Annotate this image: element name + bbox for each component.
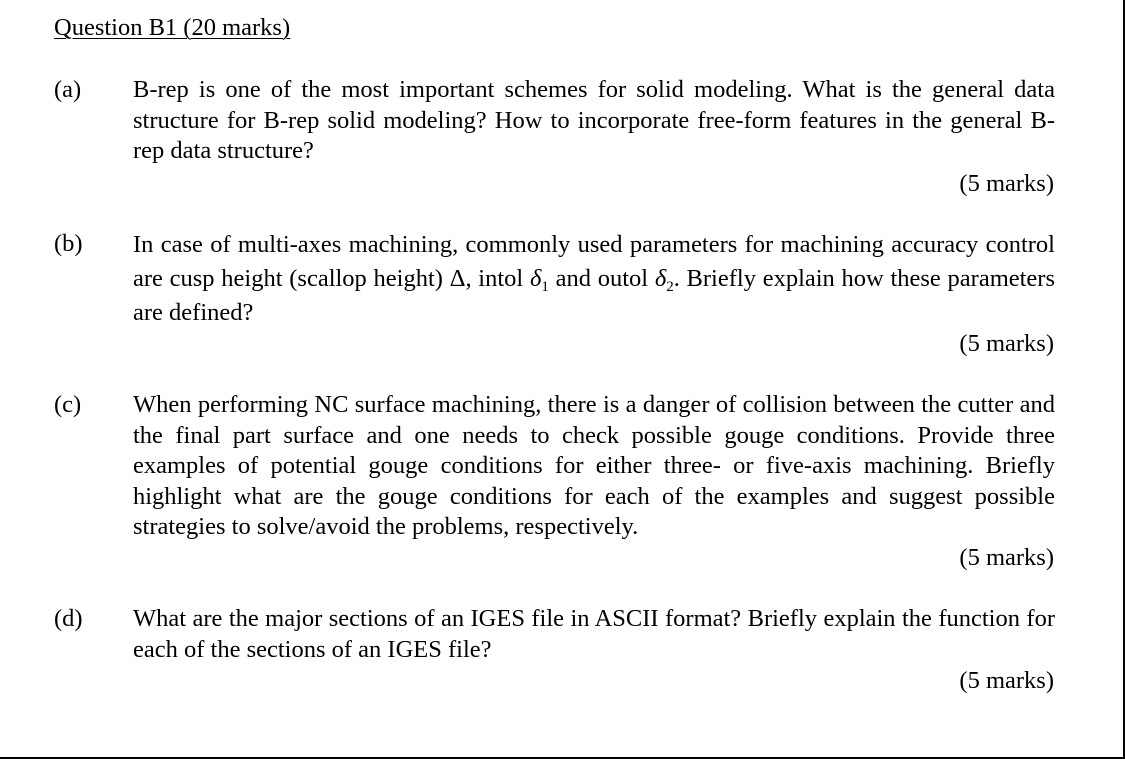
question-b-marks: (5 marks) xyxy=(959,330,1054,357)
question-d-text: What are the major sections of an IGES file in ASCII format? Briefly explain the function for each of the sections of an IGES file? xyxy=(133,605,1055,663)
question-c-text: When performing NC surface machining, there is a danger of collision between the cutter and the final part surface and one needs to check possible gouge conditions. Provide three examples of potential gouge conditions for either three- or five-axis machining. Briefly highlight what are the gouge conditions for each of the examples and suggest possible strategies to solve/avoid the problems, respectively. xyxy=(133,391,1055,540)
delta-symbol: Δ xyxy=(449,265,466,292)
question-title: Question B1 (20 marks) xyxy=(54,14,291,41)
question-c-label: (c) xyxy=(54,391,82,418)
question-a-marks: (5 marks) xyxy=(959,170,1054,197)
question-a-label: (a) xyxy=(54,76,82,103)
question-b-text: In case of multi-axes machining, commonly used parameters for machining accuracy control are cusp height (scallop height) Δ, intol $\delta_1$ and outol $\delta_2$. Briefly explain how these parameters are defined? xyxy=(133,231,1055,326)
outol-symbol: δ xyxy=(654,265,667,292)
question-a-text: B-rep is one of the most important schemes for solid modeling. What is the general data structure for B-rep solid modeling? How to incorporate free-form features in the general B-rep data structure? xyxy=(133,76,1055,164)
question-d-marks: (5 marks) xyxy=(959,667,1054,694)
question-c-marks: (5 marks) xyxy=(959,544,1054,571)
intol-symbol: δ xyxy=(529,265,542,292)
question-d-label: (d) xyxy=(54,605,83,632)
question-b-label: (b) xyxy=(54,230,83,257)
